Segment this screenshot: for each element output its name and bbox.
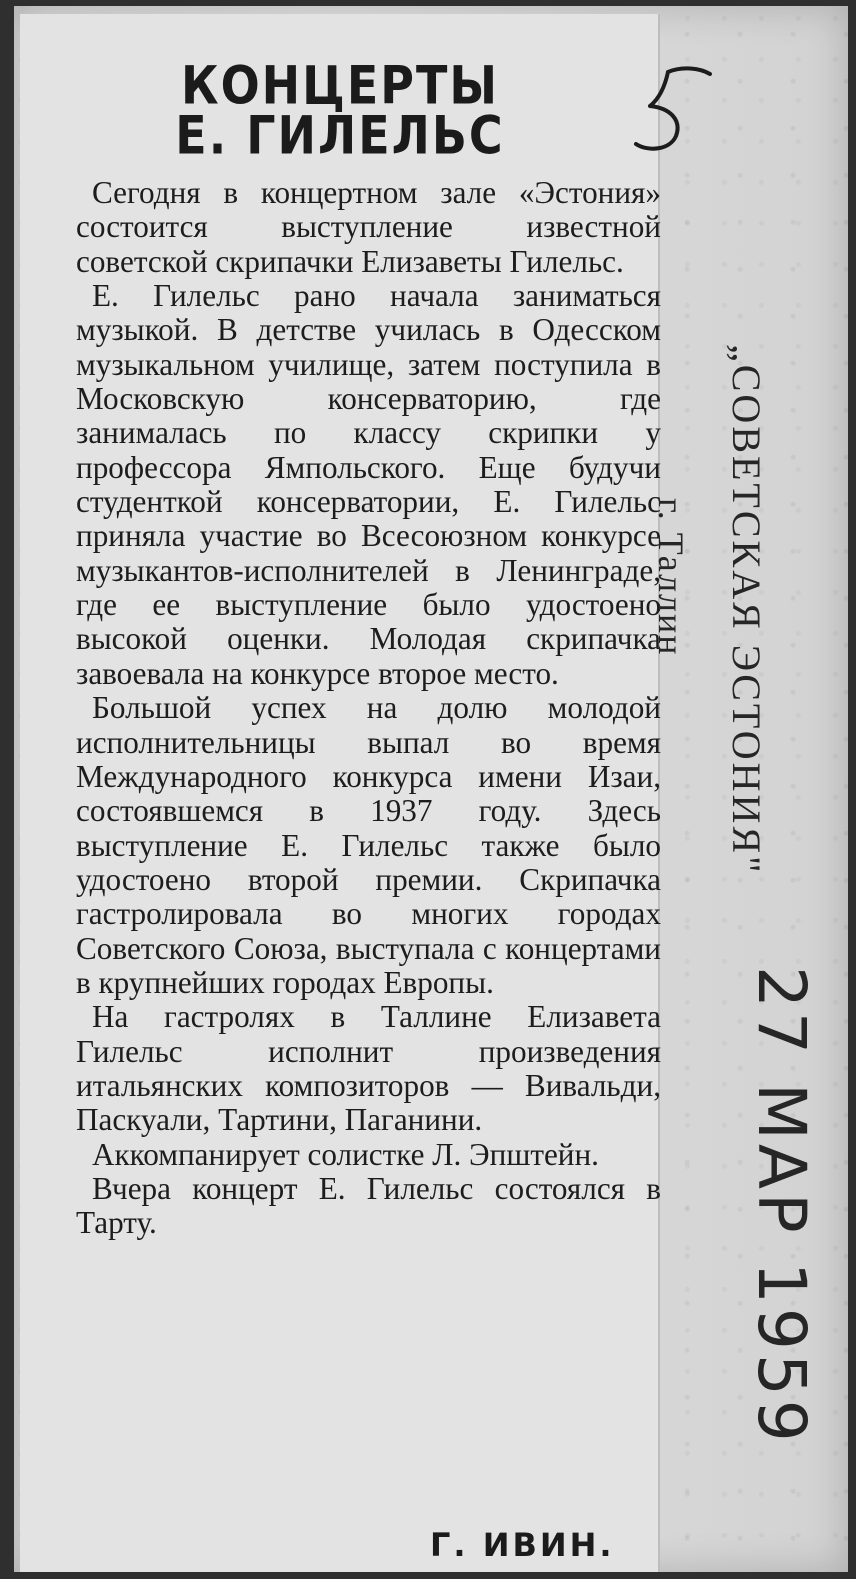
stamp-newspaper-name: „СОВЕТСКАЯ ЭСТОНИЯ" — [724, 344, 769, 876]
headline-title: КОНЦЕРТЫ — [180, 53, 500, 117]
article-author: Г. ИВИН. — [430, 1526, 615, 1564]
article-paragraph: На гастролях в Таллине Елизавета Гилельс исполнит произведения итальянских композиторов — Вивальди, Паскуали, Тартини, Паганини. — [76, 999, 661, 1138]
article-paragraph: Сегодня в концертном зале «Эстония» состоится выступление известной советской скрипачки Елизаветы Гилельс. — [76, 175, 661, 279]
article-body — [76, 176, 661, 1241]
stamp-date: 27 МАР 1959 — [743, 966, 820, 1446]
article-paragraph: Аккомпанирует солистке Л. Эпштейн. — [92, 1136, 599, 1172]
handwritten-number-mark — [610, 56, 720, 156]
article-paragraph: Е. Гилельс рано начала заниматься музыкой. В детстве училась в Одесском музыкальном училище, затем поступила в Московскую консерваторию, где занималась по классу скрипки у профессора Ямпольского. Еще будучи студенткой консерватории, Е. Гилельс приняла участие во Всесоюзном конкурсе музыкантов-исполнителей в Ленинграде, где ее выступление было удостоено высокой оценки. Молодая скрипачка завоевала на конкурсе второе место. — [76, 278, 661, 691]
stamp-city: г. Таллин — [651, 498, 691, 657]
newspaper-clipping — [20, 14, 660, 1572]
article-paragraph: Большой успех на долю молодой исполнительницы выпал во время Международного конкурса имени Изаи, состоявшемся в 1937 году. Здесь выступление Е. Гилельс также было удостоено второй премии. Скрипачка гастролировала во многих городах Советского Союза, выступала с концертами в крупнейших городах Европы. — [76, 690, 661, 1000]
headline-subtitle: Е. ГИЛЕЛЬС — [175, 103, 505, 167]
article-paragraph: Вчера концерт Е. Гилельс состоялся в Тарту. — [76, 1170, 661, 1241]
